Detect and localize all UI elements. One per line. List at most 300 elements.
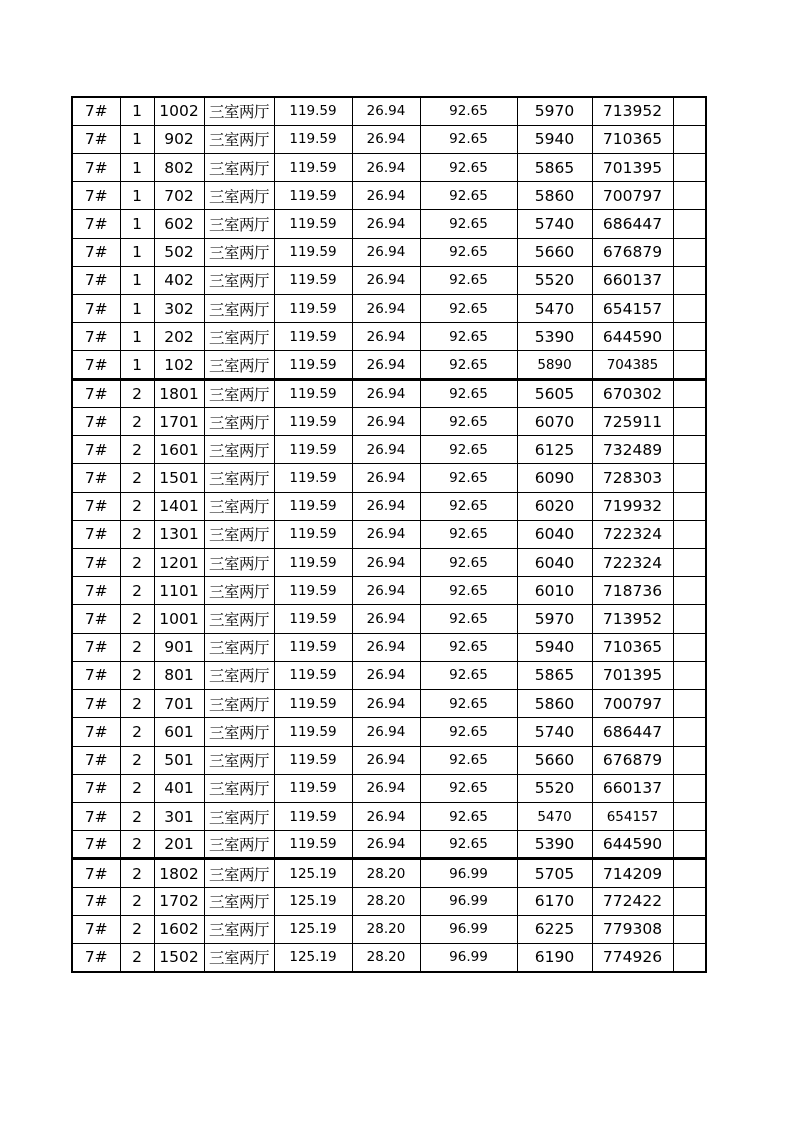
note-cell xyxy=(673,605,706,633)
note-cell xyxy=(673,718,706,746)
inner-area-cell: 92.65 xyxy=(420,831,517,859)
unit-cell: 2 xyxy=(120,661,154,689)
total-price-cell: 732489 xyxy=(592,436,673,464)
room-number-cell: 602 xyxy=(154,210,204,238)
area-cell: 125.19 xyxy=(274,887,352,915)
area-cell: 119.59 xyxy=(274,746,352,774)
unit-cell: 2 xyxy=(120,774,154,802)
inner-area-cell: 92.65 xyxy=(420,520,517,548)
unit-cell: 2 xyxy=(120,690,154,718)
table-row xyxy=(72,210,706,238)
shared-area-cell: 26.94 xyxy=(352,210,420,238)
inner-area-cell: 92.65 xyxy=(420,238,517,266)
unit-cell: 1 xyxy=(120,351,154,379)
shared-area-cell: 26.94 xyxy=(352,436,420,464)
unit-cell: 2 xyxy=(120,633,154,661)
unit-price-cell: 6010 xyxy=(517,577,592,605)
note-cell xyxy=(673,633,706,661)
inner-area-cell: 92.65 xyxy=(420,210,517,238)
note-cell xyxy=(673,351,706,379)
layout-cell: 三室两厅 xyxy=(204,577,274,605)
layout-cell: 三室两厅 xyxy=(204,125,274,153)
unit-price-cell: 5740 xyxy=(517,718,592,746)
room-number-cell: 1602 xyxy=(154,915,204,943)
shared-area-cell: 26.94 xyxy=(352,633,420,661)
unit-cell: 2 xyxy=(120,436,154,464)
note-cell xyxy=(673,690,706,718)
room-number-cell: 702 xyxy=(154,182,204,210)
unit-price-cell: 5520 xyxy=(517,266,592,294)
inner-area-cell: 96.99 xyxy=(420,887,517,915)
inner-area-cell: 92.65 xyxy=(420,549,517,577)
shared-area-cell: 26.94 xyxy=(352,379,420,407)
unit-price-cell: 6225 xyxy=(517,915,592,943)
building-cell: 7# xyxy=(72,464,120,492)
layout-cell: 三室两厅 xyxy=(204,464,274,492)
note-cell xyxy=(673,802,706,830)
building-cell: 7# xyxy=(72,549,120,577)
inner-area-cell: 92.65 xyxy=(420,266,517,294)
layout-cell: 三室两厅 xyxy=(204,746,274,774)
table-row xyxy=(72,633,706,661)
area-cell: 125.19 xyxy=(274,944,352,972)
unit-cell: 2 xyxy=(120,520,154,548)
area-cell: 119.59 xyxy=(274,323,352,351)
unit-price-cell: 5865 xyxy=(517,661,592,689)
building-cell: 7# xyxy=(72,407,120,435)
table-row xyxy=(72,520,706,548)
room-number-cell: 1101 xyxy=(154,577,204,605)
total-price-cell: 644590 xyxy=(592,831,673,859)
inner-area-cell: 92.65 xyxy=(420,605,517,633)
shared-area-cell: 28.20 xyxy=(352,859,420,887)
area-cell: 119.59 xyxy=(274,774,352,802)
unit-price-cell: 5860 xyxy=(517,182,592,210)
area-cell: 119.59 xyxy=(274,97,352,125)
shared-area-cell: 28.20 xyxy=(352,915,420,943)
table-row xyxy=(72,379,706,407)
room-number-cell: 902 xyxy=(154,125,204,153)
room-number-cell: 402 xyxy=(154,266,204,294)
room-number-cell: 102 xyxy=(154,351,204,379)
unit-price-cell: 5705 xyxy=(517,859,592,887)
table-row xyxy=(72,746,706,774)
building-cell: 7# xyxy=(72,97,120,125)
building-cell: 7# xyxy=(72,859,120,887)
note-cell xyxy=(673,887,706,915)
table-row xyxy=(72,887,706,915)
layout-cell: 三室两厅 xyxy=(204,97,274,125)
note-cell xyxy=(673,125,706,153)
room-number-cell: 701 xyxy=(154,690,204,718)
room-number-cell: 501 xyxy=(154,746,204,774)
unit-price-cell: 5470 xyxy=(517,802,592,830)
inner-area-cell: 92.65 xyxy=(420,633,517,661)
note-cell xyxy=(673,746,706,774)
inner-area-cell: 92.65 xyxy=(420,774,517,802)
room-number-cell: 1701 xyxy=(154,407,204,435)
inner-area-cell: 92.65 xyxy=(420,436,517,464)
note-cell xyxy=(673,944,706,972)
inner-area-cell: 96.99 xyxy=(420,859,517,887)
building-cell: 7# xyxy=(72,577,120,605)
unit-cell: 2 xyxy=(120,831,154,859)
table-row xyxy=(72,831,706,859)
room-number-cell: 1002 xyxy=(154,97,204,125)
area-cell: 119.59 xyxy=(274,577,352,605)
building-cell: 7# xyxy=(72,718,120,746)
note-cell xyxy=(673,774,706,802)
total-price-cell: 719932 xyxy=(592,492,673,520)
area-cell: 119.59 xyxy=(274,125,352,153)
note-cell xyxy=(673,464,706,492)
table-body xyxy=(72,97,706,972)
total-price-cell: 714209 xyxy=(592,859,673,887)
table-row xyxy=(72,605,706,633)
layout-cell: 三室两厅 xyxy=(204,605,274,633)
inner-area-cell: 92.65 xyxy=(420,577,517,605)
unit-price-cell: 5470 xyxy=(517,295,592,323)
building-cell: 7# xyxy=(72,915,120,943)
total-price-cell: 713952 xyxy=(592,605,673,633)
unit-cell: 1 xyxy=(120,97,154,125)
inner-area-cell: 92.65 xyxy=(420,323,517,351)
building-cell: 7# xyxy=(72,210,120,238)
area-cell: 119.59 xyxy=(274,690,352,718)
area-cell: 119.59 xyxy=(274,238,352,266)
building-cell: 7# xyxy=(72,351,120,379)
unit-cell: 1 xyxy=(120,266,154,294)
building-cell: 7# xyxy=(72,690,120,718)
table-row xyxy=(72,295,706,323)
unit-cell: 1 xyxy=(120,238,154,266)
unit-price-cell: 5605 xyxy=(517,379,592,407)
room-number-cell: 502 xyxy=(154,238,204,266)
unit-price-cell: 6040 xyxy=(517,520,592,548)
shared-area-cell: 26.94 xyxy=(352,718,420,746)
room-number-cell: 901 xyxy=(154,633,204,661)
area-cell: 119.59 xyxy=(274,266,352,294)
room-number-cell: 1802 xyxy=(154,859,204,887)
layout-cell: 三室两厅 xyxy=(204,351,274,379)
inner-area-cell: 92.65 xyxy=(420,661,517,689)
inner-area-cell: 92.65 xyxy=(420,718,517,746)
layout-cell: 三室两厅 xyxy=(204,238,274,266)
layout-cell: 三室两厅 xyxy=(204,323,274,351)
area-cell: 119.59 xyxy=(274,633,352,661)
shared-area-cell: 26.94 xyxy=(352,351,420,379)
price-table xyxy=(71,96,707,973)
shared-area-cell: 26.94 xyxy=(352,97,420,125)
shared-area-cell: 26.94 xyxy=(352,295,420,323)
layout-cell: 三室两厅 xyxy=(204,831,274,859)
area-cell: 125.19 xyxy=(274,859,352,887)
unit-cell: 2 xyxy=(120,944,154,972)
inner-area-cell: 92.65 xyxy=(420,407,517,435)
building-cell: 7# xyxy=(72,746,120,774)
layout-cell: 三室两厅 xyxy=(204,182,274,210)
unit-price-cell: 5740 xyxy=(517,210,592,238)
unit-price-cell: 5390 xyxy=(517,323,592,351)
room-number-cell: 1201 xyxy=(154,549,204,577)
inner-area-cell: 92.65 xyxy=(420,802,517,830)
table-row xyxy=(72,153,706,181)
unit-price-cell: 5860 xyxy=(517,690,592,718)
shared-area-cell: 26.94 xyxy=(352,238,420,266)
area-cell: 119.59 xyxy=(274,661,352,689)
table-row xyxy=(72,125,706,153)
layout-cell: 三室两厅 xyxy=(204,210,274,238)
table-row xyxy=(72,690,706,718)
area-cell: 119.59 xyxy=(274,802,352,830)
note-cell xyxy=(673,549,706,577)
table-row xyxy=(72,661,706,689)
shared-area-cell: 26.94 xyxy=(352,182,420,210)
note-cell xyxy=(673,661,706,689)
room-number-cell: 802 xyxy=(154,153,204,181)
total-price-cell: 772422 xyxy=(592,887,673,915)
building-cell: 7# xyxy=(72,520,120,548)
layout-cell: 三室两厅 xyxy=(204,295,274,323)
note-cell xyxy=(673,379,706,407)
building-cell: 7# xyxy=(72,492,120,520)
table-row xyxy=(72,549,706,577)
inner-area-cell: 92.65 xyxy=(420,464,517,492)
building-cell: 7# xyxy=(72,238,120,266)
table-row xyxy=(72,859,706,887)
note-cell xyxy=(673,915,706,943)
room-number-cell: 1502 xyxy=(154,944,204,972)
total-price-cell: 718736 xyxy=(592,577,673,605)
total-price-cell: 710365 xyxy=(592,125,673,153)
area-cell: 119.59 xyxy=(274,718,352,746)
room-number-cell: 201 xyxy=(154,831,204,859)
area-cell: 119.59 xyxy=(274,549,352,577)
room-number-cell: 202 xyxy=(154,323,204,351)
building-cell: 7# xyxy=(72,323,120,351)
area-cell: 125.19 xyxy=(274,915,352,943)
unit-price-cell: 5940 xyxy=(517,633,592,661)
unit-price-cell: 5970 xyxy=(517,97,592,125)
unit-price-cell: 5660 xyxy=(517,238,592,266)
total-price-cell: 713952 xyxy=(592,97,673,125)
total-price-cell: 700797 xyxy=(592,182,673,210)
total-price-cell: 676879 xyxy=(592,746,673,774)
room-number-cell: 1301 xyxy=(154,520,204,548)
total-price-cell: 722324 xyxy=(592,520,673,548)
room-number-cell: 1401 xyxy=(154,492,204,520)
unit-cell: 2 xyxy=(120,859,154,887)
layout-cell: 三室两厅 xyxy=(204,407,274,435)
total-price-cell: 660137 xyxy=(592,266,673,294)
shared-area-cell: 26.94 xyxy=(352,746,420,774)
inner-area-cell: 92.65 xyxy=(420,153,517,181)
layout-cell: 三室两厅 xyxy=(204,802,274,830)
total-price-cell: 654157 xyxy=(592,295,673,323)
note-cell xyxy=(673,407,706,435)
shared-area-cell: 26.94 xyxy=(352,774,420,802)
unit-cell: 2 xyxy=(120,379,154,407)
layout-cell: 三室两厅 xyxy=(204,774,274,802)
area-cell: 119.59 xyxy=(274,492,352,520)
table-row xyxy=(72,944,706,972)
total-price-cell: 644590 xyxy=(592,323,673,351)
area-cell: 119.59 xyxy=(274,210,352,238)
layout-cell: 三室两厅 xyxy=(204,153,274,181)
shared-area-cell: 26.94 xyxy=(352,549,420,577)
shared-area-cell: 26.94 xyxy=(352,492,420,520)
total-price-cell: 704385 xyxy=(592,351,673,379)
total-price-cell: 774926 xyxy=(592,944,673,972)
room-number-cell: 601 xyxy=(154,718,204,746)
building-cell: 7# xyxy=(72,153,120,181)
total-price-cell: 725911 xyxy=(592,407,673,435)
note-cell xyxy=(673,831,706,859)
note-cell xyxy=(673,97,706,125)
building-cell: 7# xyxy=(72,944,120,972)
table-row xyxy=(72,182,706,210)
unit-cell: 1 xyxy=(120,125,154,153)
total-price-cell: 701395 xyxy=(592,661,673,689)
shared-area-cell: 26.94 xyxy=(352,407,420,435)
layout-cell: 三室两厅 xyxy=(204,718,274,746)
room-number-cell: 302 xyxy=(154,295,204,323)
table-row xyxy=(72,577,706,605)
layout-cell: 三室两厅 xyxy=(204,492,274,520)
note-cell xyxy=(673,577,706,605)
shared-area-cell: 26.94 xyxy=(352,831,420,859)
unit-cell: 1 xyxy=(120,182,154,210)
note-cell xyxy=(673,210,706,238)
total-price-cell: 654157 xyxy=(592,802,673,830)
unit-cell: 2 xyxy=(120,718,154,746)
shared-area-cell: 26.94 xyxy=(352,125,420,153)
layout-cell: 三室两厅 xyxy=(204,859,274,887)
shared-area-cell: 28.20 xyxy=(352,944,420,972)
shared-area-cell: 26.94 xyxy=(352,266,420,294)
unit-cell: 2 xyxy=(120,915,154,943)
note-cell xyxy=(673,323,706,351)
layout-cell: 三室两厅 xyxy=(204,661,274,689)
area-cell: 119.59 xyxy=(274,295,352,323)
shared-area-cell: 26.94 xyxy=(352,605,420,633)
inner-area-cell: 92.65 xyxy=(420,492,517,520)
building-cell: 7# xyxy=(72,295,120,323)
total-price-cell: 779308 xyxy=(592,915,673,943)
layout-cell: 三室两厅 xyxy=(204,633,274,661)
note-cell xyxy=(673,859,706,887)
unit-cell: 2 xyxy=(120,887,154,915)
area-cell: 119.59 xyxy=(274,182,352,210)
building-cell: 7# xyxy=(72,661,120,689)
note-cell xyxy=(673,266,706,294)
layout-cell: 三室两厅 xyxy=(204,549,274,577)
unit-price-cell: 5520 xyxy=(517,774,592,802)
note-cell xyxy=(673,492,706,520)
unit-price-cell: 5970 xyxy=(517,605,592,633)
building-cell: 7# xyxy=(72,802,120,830)
total-price-cell: 728303 xyxy=(592,464,673,492)
unit-cell: 1 xyxy=(120,323,154,351)
room-number-cell: 1702 xyxy=(154,887,204,915)
unit-price-cell: 6125 xyxy=(517,436,592,464)
table-row xyxy=(72,492,706,520)
unit-cell: 2 xyxy=(120,577,154,605)
building-cell: 7# xyxy=(72,831,120,859)
total-price-cell: 686447 xyxy=(592,210,673,238)
room-number-cell: 1001 xyxy=(154,605,204,633)
total-price-cell: 660137 xyxy=(592,774,673,802)
layout-cell: 三室两厅 xyxy=(204,887,274,915)
layout-cell: 三室两厅 xyxy=(204,266,274,294)
note-cell xyxy=(673,153,706,181)
room-number-cell: 1801 xyxy=(154,379,204,407)
unit-cell: 2 xyxy=(120,802,154,830)
shared-area-cell: 26.94 xyxy=(352,577,420,605)
shared-area-cell: 26.94 xyxy=(352,520,420,548)
inner-area-cell: 92.65 xyxy=(420,97,517,125)
unit-cell: 2 xyxy=(120,549,154,577)
room-number-cell: 1601 xyxy=(154,436,204,464)
inner-area-cell: 96.99 xyxy=(420,915,517,943)
unit-cell: 2 xyxy=(120,605,154,633)
table-row xyxy=(72,351,706,379)
table-row xyxy=(72,802,706,830)
room-number-cell: 401 xyxy=(154,774,204,802)
inner-area-cell: 92.65 xyxy=(420,690,517,718)
unit-cell: 2 xyxy=(120,464,154,492)
area-cell: 119.59 xyxy=(274,464,352,492)
total-price-cell: 700797 xyxy=(592,690,673,718)
area-cell: 119.59 xyxy=(274,605,352,633)
shared-area-cell: 26.94 xyxy=(352,690,420,718)
unit-price-cell: 5940 xyxy=(517,125,592,153)
unit-price-cell: 5660 xyxy=(517,746,592,774)
table-row xyxy=(72,774,706,802)
layout-cell: 三室两厅 xyxy=(204,379,274,407)
unit-price-cell: 6170 xyxy=(517,887,592,915)
total-price-cell: 670302 xyxy=(592,379,673,407)
unit-cell: 2 xyxy=(120,746,154,774)
building-cell: 7# xyxy=(72,887,120,915)
table-row xyxy=(72,266,706,294)
unit-price-cell: 6020 xyxy=(517,492,592,520)
unit-cell: 2 xyxy=(120,492,154,520)
building-cell: 7# xyxy=(72,774,120,802)
building-cell: 7# xyxy=(72,605,120,633)
inner-area-cell: 92.65 xyxy=(420,125,517,153)
unit-cell: 1 xyxy=(120,295,154,323)
room-number-cell: 1501 xyxy=(154,464,204,492)
shared-area-cell: 26.94 xyxy=(352,802,420,830)
note-cell xyxy=(673,182,706,210)
inner-area-cell: 96.99 xyxy=(420,944,517,972)
shared-area-cell: 26.94 xyxy=(352,323,420,351)
table-row xyxy=(72,718,706,746)
shared-area-cell: 26.94 xyxy=(352,153,420,181)
total-price-cell: 710365 xyxy=(592,633,673,661)
total-price-cell: 676879 xyxy=(592,238,673,266)
area-cell: 119.59 xyxy=(274,153,352,181)
area-cell: 119.59 xyxy=(274,520,352,548)
inner-area-cell: 92.65 xyxy=(420,295,517,323)
unit-price-cell: 6090 xyxy=(517,464,592,492)
layout-cell: 三室两厅 xyxy=(204,520,274,548)
inner-area-cell: 92.65 xyxy=(420,379,517,407)
layout-cell: 三室两厅 xyxy=(204,690,274,718)
note-cell xyxy=(673,520,706,548)
table-row xyxy=(72,323,706,351)
